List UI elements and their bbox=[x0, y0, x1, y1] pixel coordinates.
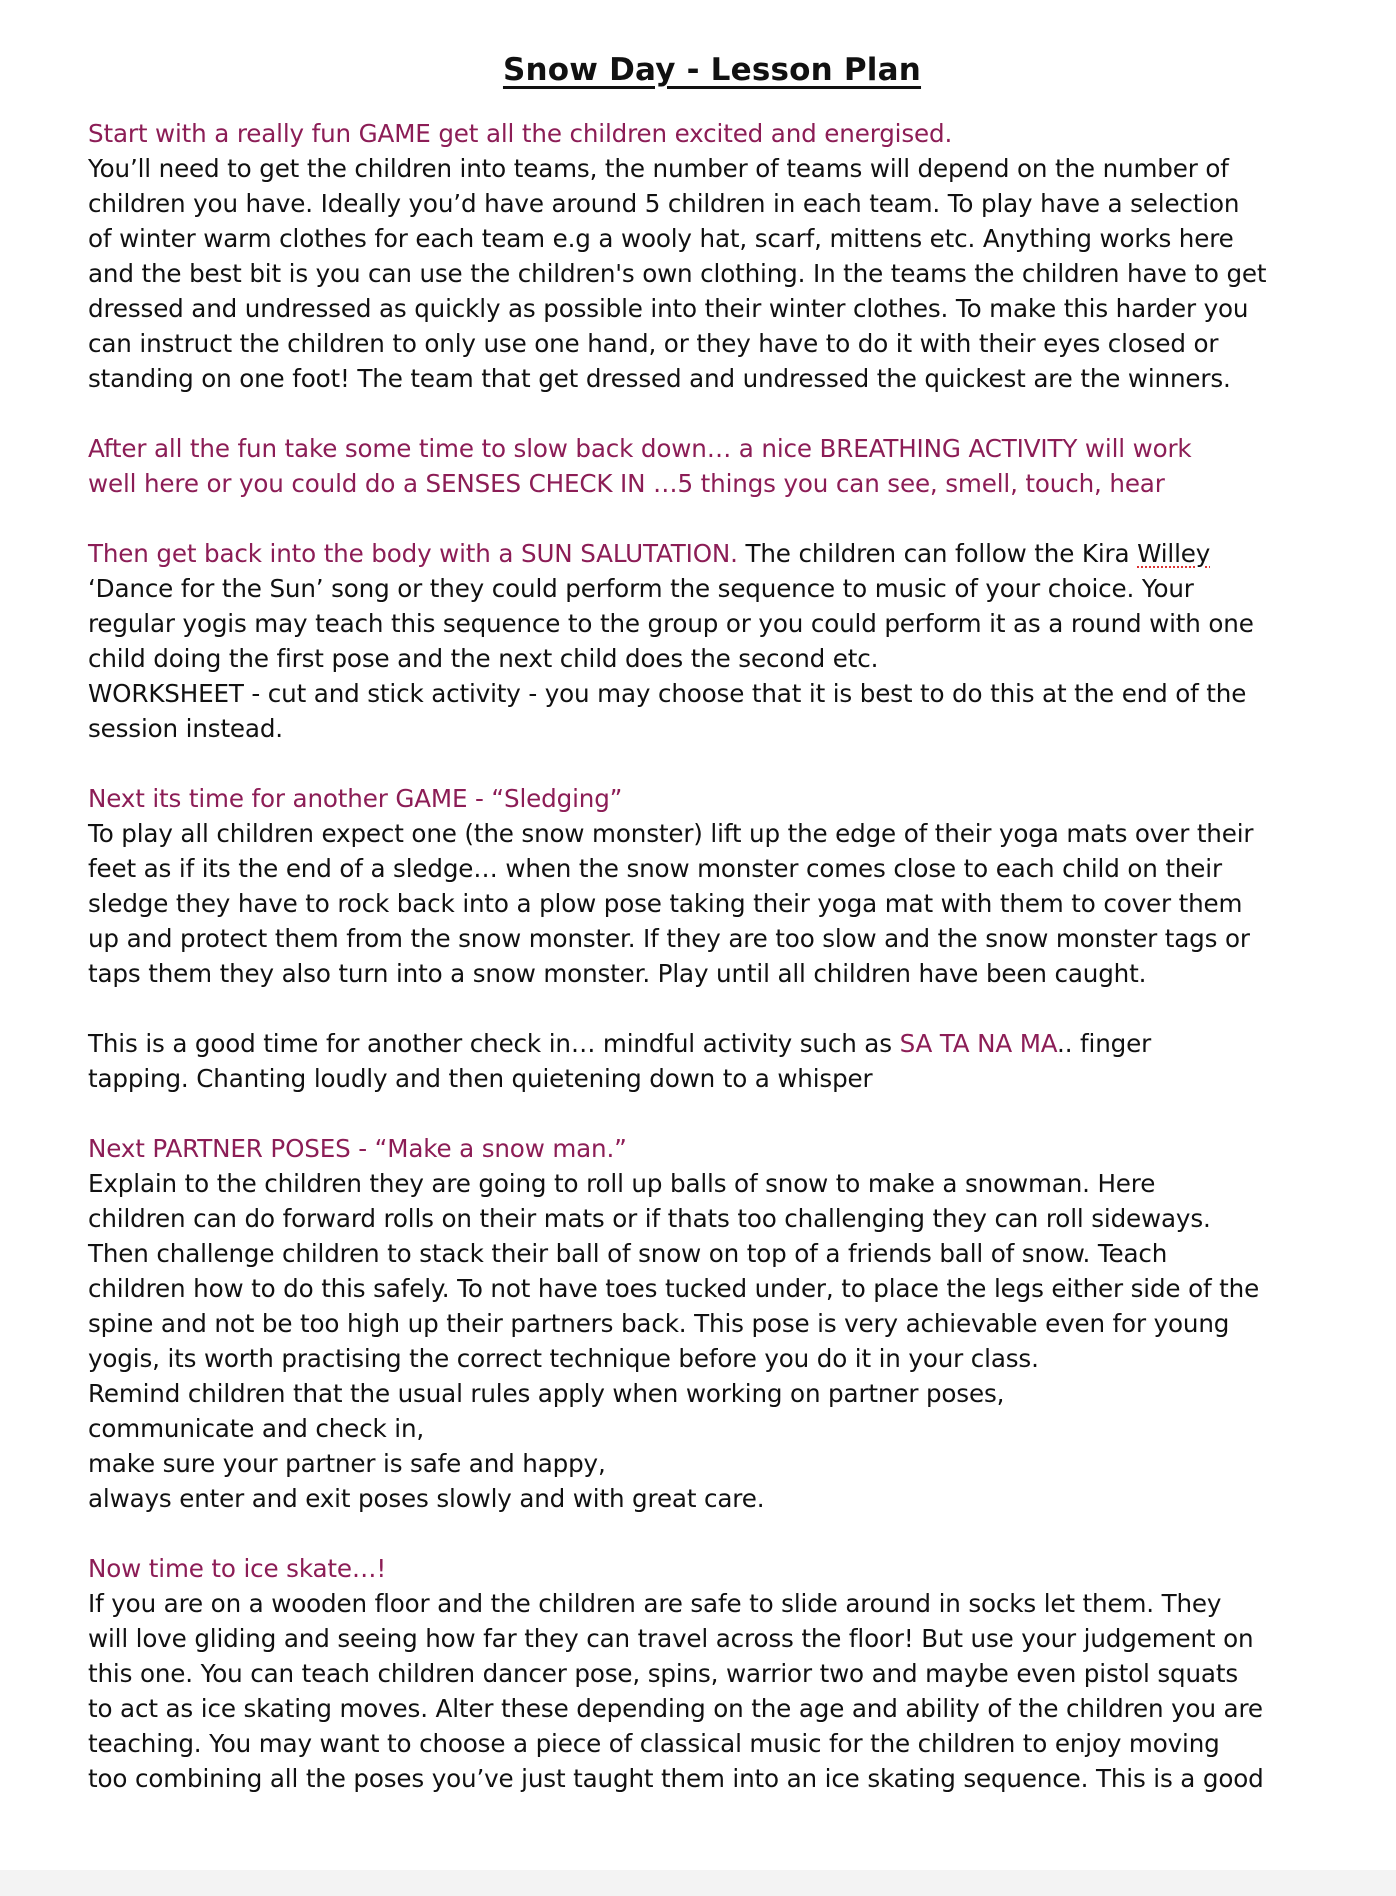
text-line: feet as if its the end of a sledge… when the snow monster comes close to each child on their bbox=[88, 854, 1222, 883]
text-fragment: The children can follow the Kira bbox=[737, 539, 1138, 568]
paragraph-gap bbox=[88, 1096, 1336, 1131]
text-line: standing on one foot! The team that get dressed and undressed the quickest are the winners. bbox=[88, 364, 1231, 393]
section-check-in bbox=[88, 1026, 1336, 1096]
text-line: Explain to the children they are going to roll up balls of snow to make a snowman. Here bbox=[88, 1169, 1156, 1198]
section-heading: Next its time for another GAME - “Sledging” bbox=[88, 784, 623, 813]
text-line: make sure your partner is safe and happy, bbox=[88, 1449, 606, 1478]
text-line: too combining all the poses you’ve just taught them into an ice skating sequence. This is a good bbox=[88, 1764, 1264, 1793]
text-line: spine and not be too high up their partners back. This pose is very achievable even for young bbox=[88, 1309, 1230, 1338]
paragraph-gap bbox=[88, 501, 1336, 536]
text-line: taps them they also turn into a snow monster. Play until all children have been caught. bbox=[88, 959, 1147, 988]
section-breathing bbox=[88, 431, 1336, 501]
text-line: up and protect them from the snow monster. If they are too slow and the snow monster tags or bbox=[88, 924, 1250, 953]
section-sun-salutation bbox=[88, 536, 1336, 746]
text-line bbox=[88, 1026, 1336, 1061]
text-line: children how to do this safely. To not have toes tucked under, to place the legs either side of the bbox=[88, 1274, 1260, 1303]
text-line: can instruct the children to only use one hand, or they have to do it with their eyes closed or bbox=[88, 329, 1219, 358]
text-line: this one. You can teach children dancer pose, spins, warrior two and maybe even pistol squats bbox=[88, 1659, 1238, 1688]
text-line: dressed and undressed as quickly as possible into their winter clothes. To make this harder you bbox=[88, 294, 1249, 323]
paragraph-gap bbox=[88, 396, 1336, 431]
text-line: will love gliding and seeing how far they can travel across the floor! But use your judgement on bbox=[88, 1624, 1254, 1653]
text-line: of winter warm clothes for each team e.g a wooly hat, scarf, mittens etc. Anything works here bbox=[88, 224, 1234, 253]
text-line: ‘Dance for the Sun’ song or they could perform the sequence to music of your choice. Your bbox=[88, 574, 1194, 603]
section-heading: Next PARTNER POSES - “Make a snow man.” bbox=[88, 1134, 627, 1163]
document-body bbox=[88, 116, 1336, 1796]
section-heading: Start with a really fun GAME get all the children excited and energised. bbox=[88, 119, 953, 148]
spellcheck-word[interactable]: Willey bbox=[1137, 539, 1211, 568]
text-line: to act as ice skating moves. Alter these depending on the age and ability of the children you are bbox=[88, 1694, 1263, 1723]
section-heading: After all the fun take some time to slow back down… a nice BREATHING ACTIVITY will work bbox=[88, 434, 1192, 463]
text-line: Then challenge children to stack their ball of snow on top of a friends ball of snow. Teach bbox=[88, 1239, 1168, 1268]
text-line bbox=[88, 536, 1336, 571]
section-heading: Then get back into the body with a SUN SALUTATION. bbox=[88, 539, 738, 568]
section-ice-skate bbox=[88, 1551, 1336, 1796]
text-line: always enter and exit poses slowly and with great care. bbox=[88, 1484, 765, 1513]
text-line: WORKSHEET - cut and stick activity - you may choose that it is best to do this at the end of the bbox=[88, 679, 1247, 708]
text-line: tapping. Chanting loudly and then quietening down to a whisper bbox=[88, 1064, 873, 1093]
section-sledging bbox=[88, 781, 1336, 991]
section-partner-poses bbox=[88, 1131, 1336, 1516]
paragraph-gap bbox=[88, 746, 1336, 781]
text-line: You’ll need to get the children into teams, the number of teams will depend on the number of bbox=[88, 154, 1229, 183]
paragraph-gap bbox=[88, 991, 1336, 1026]
text-line: session instead. bbox=[88, 714, 283, 743]
highlight-text: SA TA NA MA bbox=[899, 1029, 1058, 1058]
text-line: child doing the first pose and the next child does the second etc. bbox=[88, 644, 879, 673]
text-line: teaching. You may want to choose a piece of classical music for the children to enjoy moving bbox=[88, 1729, 1220, 1758]
text-line: regular yogis may teach this sequence to the group or you could perform it as a round with one bbox=[88, 609, 1254, 638]
section-heading: Now time to ice skate…! bbox=[88, 1554, 387, 1583]
text-line: children you have. Ideally you’d have around 5 children in each team. To play have a selection bbox=[88, 189, 1240, 218]
text-line: yogis, its worth practising the correct technique before you do it in your class. bbox=[88, 1344, 1039, 1373]
text-line: To play all children expect one (the snow monster) lift up the edge of their yoga mats over their bbox=[88, 819, 1254, 848]
paragraph-gap bbox=[88, 1516, 1336, 1551]
text-line: sledge they have to rock back into a plow pose taking their yoga mat with them to cover them bbox=[88, 889, 1243, 918]
text-line: and the best bit is you can use the children's own clothing. In the teams the children have to get bbox=[88, 259, 1267, 288]
text-line: children can do forward rolls on their mats or if thats too challenging they can roll sideways. bbox=[88, 1204, 1211, 1233]
text-line: If you are on a wooden floor and the children are safe to slide around in socks let them. They bbox=[88, 1589, 1222, 1618]
section-heading: well here or you could do a SENSES CHECK IN …5 things you can see, smell, touch, hear bbox=[88, 469, 1165, 498]
text-line: communicate and check in, bbox=[88, 1414, 425, 1443]
text-line: Remind children that the usual rules apply when working on partner poses, bbox=[88, 1379, 1005, 1408]
text-fragment: .. finger bbox=[1057, 1029, 1152, 1058]
page-bottom-edge bbox=[0, 1870, 1396, 1896]
section-game bbox=[88, 116, 1336, 396]
text-fragment: This is a good time for another check in… mindful activity such as bbox=[88, 1029, 900, 1058]
page-title: Snow Day - Lesson Plan bbox=[502, 52, 922, 88]
